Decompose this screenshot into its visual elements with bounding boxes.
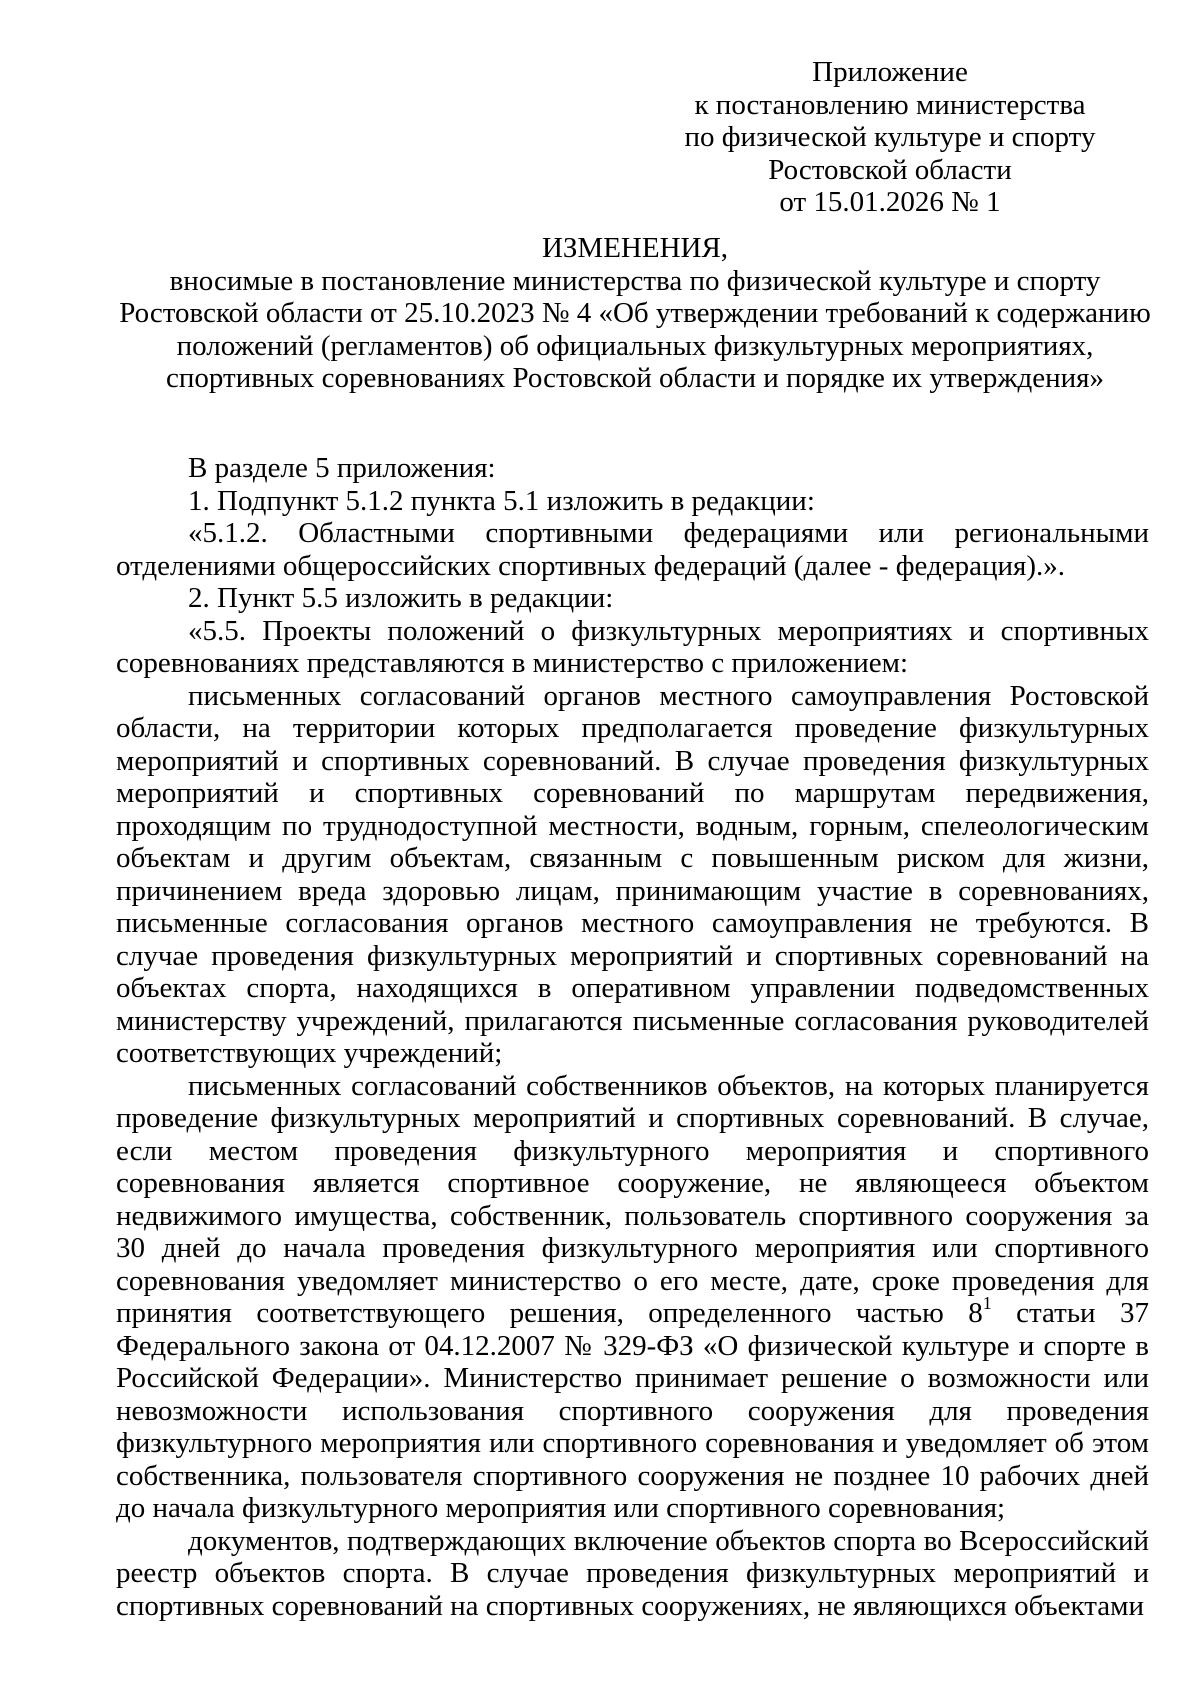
document-subtitle-line: спортивных соревнованиях Ростовской области и порядке их утверждения» [166,362,1104,394]
paragraph-text: письменных согласований собственников объектов, на которых планируется проведение физкультурных мероприятий и спортивных соревнований. В случае, если местом проведения физкультурного мероприятия и спортивного соревнования является спортивное сооружение, не являющееся объектом недвижимого имущества, собственник, пользователь спортивного сооружения за 30 дней до начала проведения физкультурного мероприятия или спортивного соревнования уведомляет министерство о его месте, дате, сроке проведения для принятия соответствующего решения, определенного частью 8 [116,1069,1149,1329]
appendix-line: к постановлению министерства [694,88,1086,121]
paragraph: «5.5. Проекты положений о физкультурных мероприятиях и спортивных соревнованиях представляются в министерство с приложением: [116,614,1149,679]
document-heading: ИЗМЕНЕНИЯ, [541,232,729,264]
appendix-line: по физической культуре и спорту [684,121,1096,153]
appendix-date-line: от 15.01.2026 № 1 [779,186,1001,218]
appendix-header [640,56,1140,219]
document-subtitle-line: положений (регламентов) об официальных физкультурных мероприятиях, [176,329,1094,362]
paragraph: 2. Пункт 5.5 изложить в редакции: [188,582,614,614]
paragraph: документов, подтверждающих включение объектов спорта во Всероссийский реестр объектов спорта. В случае проведения физкультурных мероприятий и спортивных соревнований на спортивных сооружениях, не являющихся объектами [116,1524,1149,1622]
document-title-block [110,232,1160,395]
appendix-line: Ростовской области [768,153,1012,186]
document-subtitle-line: вносимые в постановление министерства по физической культуре и спорту [169,264,1101,297]
paragraph: «5.1.2. Областными спортивными федерациями или региональными отделениями общероссийских спортивных федераций (далее - федерация).». [116,517,1149,582]
superscript: 1 [982,1293,992,1314]
appendix-line: Приложение [812,56,968,88]
paragraph: 1. Подпункт 5.1.2 пункта 5.1 изложить в редакции: [188,484,815,517]
paragraph [116,1070,1149,1525]
paragraph: письменных согласований органов местного самоуправления Ростовской области, на территории которых предполагается проведение физкультурных мероприятий и спортивных соревнований. В случае проведения физкультурных мероприятий и спортивных соревнований по маршрутам передвижения, проходящим по труднодоступной местности, водным, горным, спелеологическим объектам и другим объектам, связанным с повышенным риском для жизни, причинением вреда здоровью лицам, принимающим участие в соревнованиях, письменные согласования органов местного самоуправления не требуются. В случае проведения физкультурных мероприятий и спортивных соревнований на объектах спорта, находящихся в оперативном управлении подведомственных министерству учреждений, прилагаются письменные согласования руководителей соответствующих учреждений; [116,679,1149,1069]
paragraph: В разделе 5 приложения: [188,452,496,484]
paragraph-text: статьи 37 Федерального закона от 04.12.2007 № 329-ФЗ «О физической культуре и спорте в Российской Федерации». Министерство принимает решение о возможности или невозможности использования спортивного сооружения для проведения физкультурного мероприятия или спортивного соревнования и уведомляет об этом собственника, пользователя спортивного сооружения не позднее 10 рабочих дней до начала физкультурного мероприятия или спортивного соревнования; [116,1297,1149,1524]
document-body [116,452,1149,1622]
document-subtitle-line: Ростовской области от 25.10.2023 № 4 «Об утверждении требований к содержанию [119,297,1151,329]
